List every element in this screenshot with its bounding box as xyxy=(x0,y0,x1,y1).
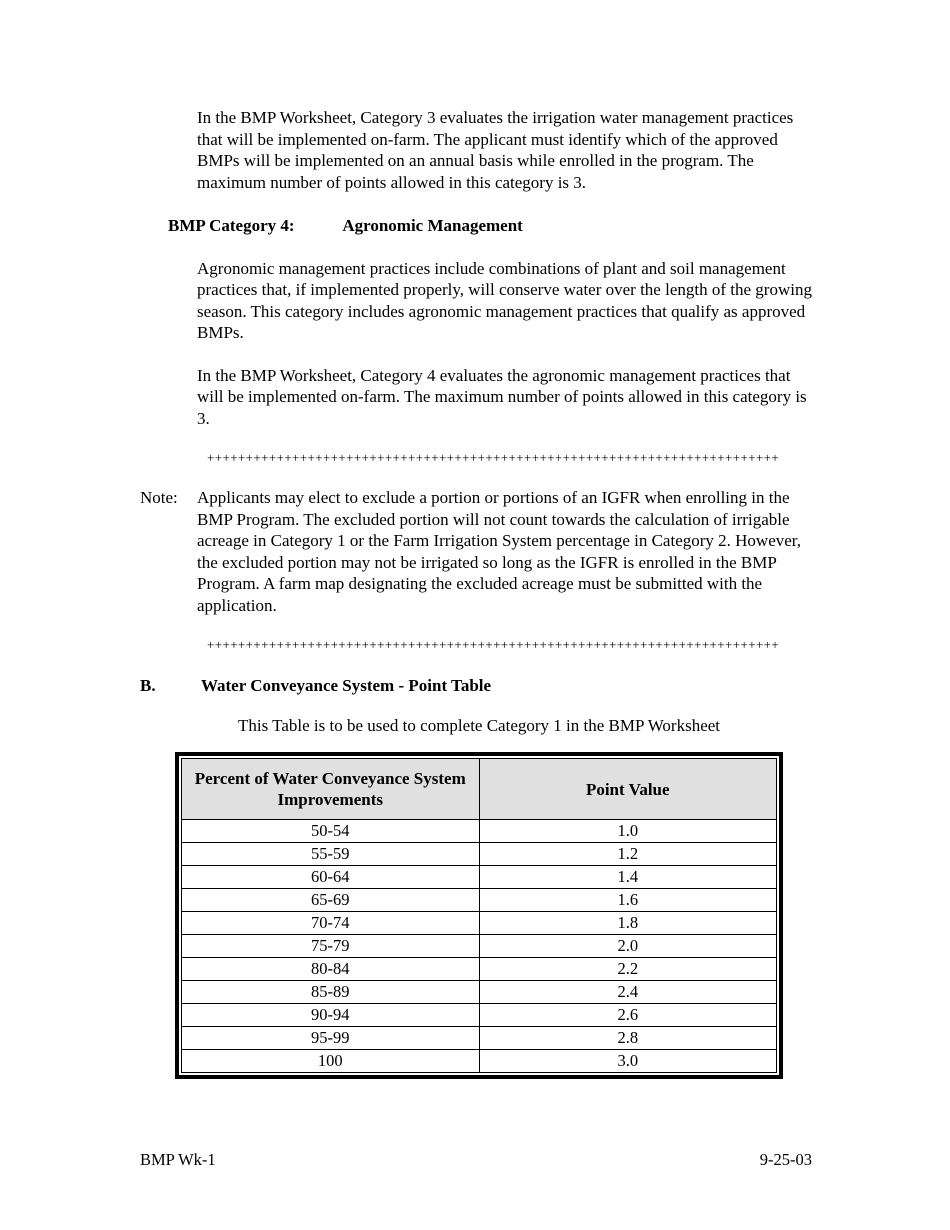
table-caption: This Table is to be used to complete Category 1 in the BMP Worksheet xyxy=(237,715,721,735)
column-header-percent: Percent of Water Conveyance System Improvements xyxy=(182,759,480,820)
table-cell: 85-89 xyxy=(182,981,480,1004)
point-table-frame xyxy=(175,752,783,1079)
table-cell: 2.6 xyxy=(479,1004,777,1027)
column-header-point-value: Point Value xyxy=(479,759,777,820)
table-row xyxy=(182,866,777,889)
paragraph-agronomic-1: Agronomic management practices include combinations of plant and soil management practices that, if implemented properly, will conserve water over the length of the growing season. This category includes agronomic management practices that qualify as approved BMPs. xyxy=(197,258,812,342)
table-cell: 50-54 xyxy=(182,820,480,843)
table-cell: 65-69 xyxy=(182,889,480,912)
table-cell: 1.0 xyxy=(479,820,777,843)
table-cell: 90-94 xyxy=(182,1004,480,1027)
table-cell: 1.2 xyxy=(479,843,777,866)
table-cell: 2.8 xyxy=(479,1027,777,1050)
note-block xyxy=(140,487,820,616)
plus-divider-bottom: ++++++++++++++++++++++++++++++++++++++++++++++++++++++++++++++++++++++++++ xyxy=(207,637,780,652)
table-row xyxy=(182,935,777,958)
table-row xyxy=(182,843,777,866)
note-label: Note: xyxy=(140,488,178,507)
section-b-title: Water Conveyance System - Point Table xyxy=(200,676,492,695)
table-row xyxy=(182,1004,777,1027)
footer-doc-id: BMP Wk-1 xyxy=(140,1150,216,1169)
table-row xyxy=(182,820,777,843)
table-cell: 55-59 xyxy=(182,843,480,866)
section-b-label: B. xyxy=(140,676,156,695)
header-row xyxy=(182,759,777,820)
table-cell: 1.8 xyxy=(479,912,777,935)
table-row xyxy=(182,912,777,935)
table-row xyxy=(182,981,777,1004)
table-row xyxy=(182,1027,777,1050)
footer-date: 9-25-03 xyxy=(759,1150,812,1169)
table-row xyxy=(182,889,777,912)
point-table-header xyxy=(182,759,777,820)
table-cell: 3.0 xyxy=(479,1050,777,1073)
heading-category4-title: Agronomic Management xyxy=(342,216,523,235)
table-cell: 2.0 xyxy=(479,935,777,958)
table-cell: 75-79 xyxy=(182,935,480,958)
heading-category4-label: BMP Category 4: xyxy=(168,216,295,235)
table-row xyxy=(182,958,777,981)
heading-section-b xyxy=(140,675,820,697)
plus-divider-top: ++++++++++++++++++++++++++++++++++++++++++++++++++++++++++++++++++++++++++ xyxy=(207,450,780,465)
page-footer xyxy=(140,1150,812,1170)
paragraph-agronomic-2: In the BMP Worksheet, Category 4 evaluates the agronomic management practices that will be implemented on-farm. The maximum number of points allowed in this category is 3. xyxy=(197,365,807,428)
heading-bmp-category4 xyxy=(168,215,820,237)
table-cell: 100 xyxy=(182,1050,480,1073)
table-cell: 1.6 xyxy=(479,889,777,912)
table-cell: 70-74 xyxy=(182,912,480,935)
table-row xyxy=(182,1050,777,1073)
table-cell: 80-84 xyxy=(182,958,480,981)
table-cell: 2.4 xyxy=(479,981,777,1004)
table-cell: 95-99 xyxy=(182,1027,480,1050)
paragraph-category3: In the BMP Worksheet, Category 3 evaluates the irrigation water management practices that will be implemented on-farm. The applicant must identify which of the approved BMPs will be implemented on an annual basis while enrolled in the program. The maximum number of points allowed in this category is 3. xyxy=(197,108,794,192)
point-table-body xyxy=(182,820,777,1073)
note-text: Applicants may elect to exclude a portion or portions of an IGFR when enrolling in the BMP Program. The excluded portion will not count towards the calculation of irrigable acreage in Category 1 or the Farm Irrigation System percentage in Category 2. However, the excluded portion may not be irrigated so long as the IGFR is enrolled in the BMP Program. A farm map designating the excluded acreage must be submitted with the application. xyxy=(197,488,802,615)
table-cell: 2.2 xyxy=(479,958,777,981)
document-content xyxy=(140,107,820,1079)
table-cell: 60-64 xyxy=(182,866,480,889)
point-table xyxy=(181,758,777,1073)
table-cell: 1.4 xyxy=(479,866,777,889)
